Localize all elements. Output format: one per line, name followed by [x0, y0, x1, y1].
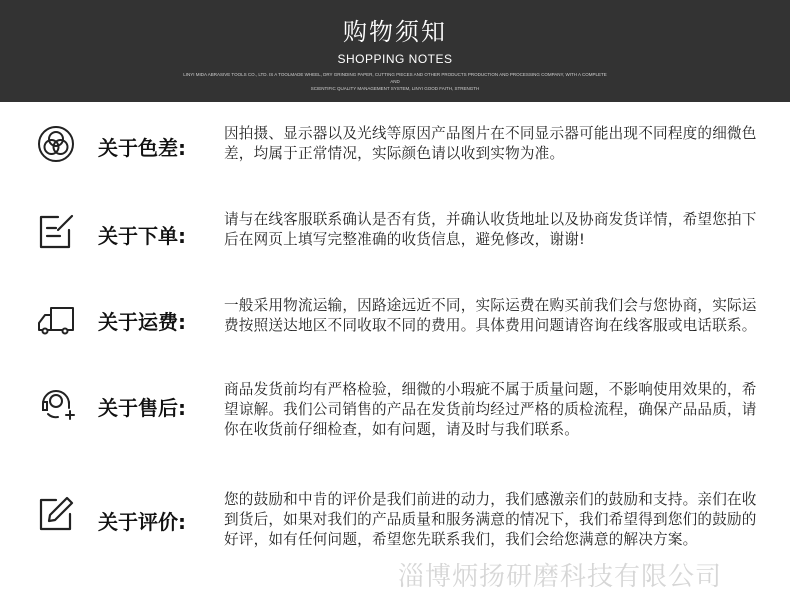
- pencil-square-icon: [36, 494, 76, 534]
- note-label: 关于评价:: [98, 510, 186, 534]
- fine-print-line-1: LINYI MIDA ABRASIVE TOOLS CO., LTD. IS A TOOLMADE WHEEL, DRY GRINDING PAPER, CUTTING PIECES AND OTHER PRODUCTS PRODUCTION AND PROCESSING COMPANY, WITH A COMPLETE AND: [183, 72, 607, 84]
- header-banner: [0, 0, 790, 102]
- page-subtitle: SHOPPING NOTES: [337, 52, 453, 66]
- fine-print-line-2: SCIENTIFIC QUALITY MANAGEMENT SYSTEM, LINYI GOOD FAITH, STRENGTH: [310, 86, 480, 91]
- delivery-truck-icon: [36, 298, 76, 338]
- customer-service-icon: [36, 382, 76, 422]
- note-text: 商品发货前均有严格检验，细微的小瑕疵不属于质量问题，不影响使用效果的，希望谅解。我们公司销售的产品在发货前均经过严格的质检流程，确保产品品质，请你在收货前仔细检查，如有问题，请及时与我们联系。: [224, 381, 757, 438]
- note-text: 一般采用物流运输，因路途远近不同，实际运费在购买前我们会与您协商，实际运费按照送达地区不同收取不同的费用。具体费用问题请咨询在线客服或电话联系。: [224, 297, 757, 334]
- note-label: 关于运费:: [98, 310, 186, 334]
- company-watermark: 淄博炳扬研磨科技有限公司: [398, 562, 723, 592]
- note-label: 关于售后:: [98, 396, 186, 420]
- note-text: 请与在线客服联系确认是否有货，并确认收货地址以及协商发货详情，希望您拍下后在网页上填写完整准确的收货信息，避免修改，谢谢!: [224, 211, 757, 248]
- note-text: 因拍摄、显示器以及光线等原因产品图片在不同显示器可能出现不同程度的细微色差，均属于正常情况，实际颜色请以收到实物为准。: [224, 125, 757, 162]
- color-circles-icon: [36, 124, 76, 164]
- note-text: 您的鼓励和中肯的评价是我们前进的动力，我们感激亲们的鼓励和支持。亲们在收到货后，如果对我们的产品质量和服务满意的情况下，我们希望得到您们的鼓励的好评，如有任何问题，希望您先联系我们，我们会给您满意的解决方案。: [224, 491, 757, 548]
- note-label: 关于下单:: [98, 224, 186, 248]
- header-fine-print: [180, 71, 610, 92]
- page-title: 购物须知: [343, 18, 447, 46]
- note-label: 关于色差:: [98, 136, 186, 160]
- edit-document-icon: [36, 212, 76, 252]
